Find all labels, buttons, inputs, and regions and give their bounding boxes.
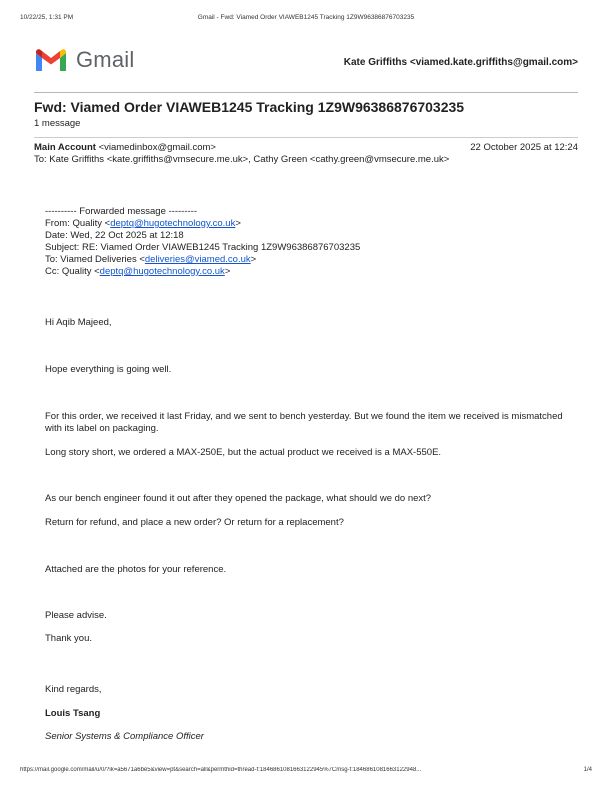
thread-subject: Fwd: Viamed Order VIAWEB1245 Tracking 1Z9W96386876703235 — [34, 99, 465, 115]
body-greeting: Hi Aqib Majeed, — [45, 317, 112, 328]
body-closing: Kind regards, — [45, 684, 102, 695]
body-paragraph: Hope everything is going well. — [45, 364, 172, 375]
forwarded-cc: Cc: Quality <deptq@hugotechnology.co.uk> — [45, 266, 231, 277]
sender-email: <viamedinbox@gmail.com> — [95, 142, 216, 153]
body-paragraph: Long story short, we ordered a MAX-250E, but the actual product we received is a MAX-550E. — [45, 447, 442, 458]
print-title: Gmail - Fwd: Viamed Order VIAWEB1245 Tracking 1Z9W96386876703235 — [197, 14, 415, 21]
body-paragraph: As our bench engineer found it out after they opened the package, what should we do next? — [45, 493, 432, 504]
message-from-line — [34, 142, 578, 153]
forwarded-header — [45, 206, 572, 278]
subject-divider — [34, 137, 578, 138]
message-count: 1 message — [34, 118, 81, 129]
forwarded-separator: ---------- Forwarded message --------- — [45, 206, 197, 217]
body-paragraph: Please advise. — [45, 610, 107, 621]
sender-name: Main Account — [34, 142, 96, 153]
gmail-logo — [34, 46, 134, 74]
body-paragraph: Return for refund, and place a new order? Or return for a replacement? — [45, 517, 344, 528]
forwarded-to-email-link[interactable]: deliveries@viamed.co.uk — [144, 254, 251, 265]
print-datetime: 10/22/25, 1:31 PM — [20, 14, 74, 21]
gmail-wordmark: Gmail — [76, 47, 135, 72]
print-url: https://mail.google.com/mail/u/0/?ik=a5671a6be5&view=pt&search=all&permthid=thread-f:1846861081663122945%7Cmsg-f:1846861081663122948... — [20, 767, 422, 773]
gmail-m-icon — [34, 47, 68, 73]
signature-name: Louis Tsang — [45, 708, 101, 719]
account-email: Kate Griffiths <viamed.kate.griffiths@gmail.com> — [343, 57, 578, 68]
print-footer — [20, 767, 592, 777]
forwarded-from-email-link[interactable]: deptq@hugotechnology.co.uk — [110, 218, 236, 229]
forwarded-date: Date: Wed, 22 Oct 2025 at 12:18 — [45, 230, 184, 241]
print-header — [20, 14, 592, 24]
message-to-line: To: Kate Griffiths <kate.griffiths@vmsecure.me.uk>, Cathy Green <cathy.green@vmsecure.me.uk> — [34, 154, 450, 165]
forwarded-from: From: Quality <deptq@hugotechnology.co.uk> — [45, 218, 241, 229]
forwarded-subject: Subject: RE: Viamed Order VIAWEB1245 Tracking 1Z9W96386876703235 — [45, 242, 361, 253]
header-divider — [34, 92, 578, 93]
body-paragraph: For this order, we received it last Friday, and we sent to bench yesterday. But we found the item we received is mismatched with its label on packaging. — [45, 411, 563, 434]
forwarded-to: To: Viamed Deliveries <deliveries@viamed.co.uk> — [45, 254, 257, 265]
print-page-number: 1/4 — [583, 767, 592, 773]
forwarded-cc-email-link[interactable]: deptq@hugotechnology.co.uk — [99, 266, 225, 277]
message-date: 22 October 2025 at 12:24 — [470, 142, 578, 153]
signature-title: Senior Systems & Compliance Officer — [45, 731, 204, 742]
body-paragraph: Thank you. — [45, 633, 92, 644]
body-paragraph: Attached are the photos for your reference. — [45, 564, 227, 575]
